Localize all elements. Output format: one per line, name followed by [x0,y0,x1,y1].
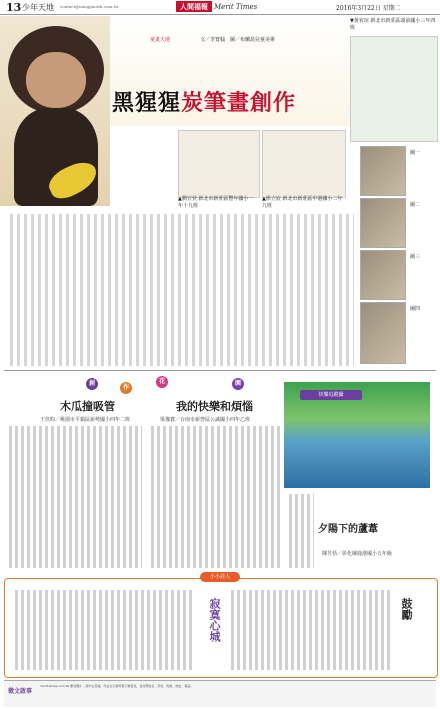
newspaper-logo: 人間福報 [176,1,212,12]
caption-1: ▲劉宣萱 新北市新莊區豐年國小一年十九班 [178,196,254,209]
class-photo-4 [360,302,406,364]
poem-1-title: 寂寞心城 [208,598,221,642]
caption-3: ▼黃宥瑄 新北市新莊區頭前國小三年四班 [350,18,436,31]
side-label-3: 圖三 [410,254,421,260]
artwork-thumb-3 [350,36,438,142]
article-2-body [150,426,280,568]
side-label-1: 圖一 [410,150,421,156]
photo-caption-text [288,494,314,568]
class-photo-2 [360,198,406,248]
photographer: 陳昱恬／彰化縣鹿港國小五年級 [322,551,393,557]
feature-body-text [8,214,354,366]
caption-2: ▲徐立宸 新北市新莊區中港國小二年九班 [262,196,343,209]
divider [4,370,436,371]
footer-label: 徵文啟事 [8,688,33,695]
class-photo-1 [360,146,406,196]
artwork-thumb-1 [178,130,260,198]
circle-4: 園 [232,378,244,390]
article-1-body [8,426,142,568]
article-2-author: 梁豫寰／台南市新營區公誠國小四年乙班 [160,417,251,423]
section-name: 少年天地 [22,3,54,12]
article-1-title: 木瓜撞吸管 [60,400,115,413]
photo-title: 夕陽下的蘆葦 [318,524,378,535]
feature-title-black: 黑猩猩 [112,91,182,116]
side-label-2: 圖二 [410,202,421,208]
footer-text [40,684,432,688]
poem-1-body [14,590,194,670]
poems-tag: 小小詩人 [200,572,240,582]
issue-date: 2016年3月22日 星期二 [336,5,401,12]
artwork-thumb-2 [262,130,346,198]
poem-2-body [230,590,390,670]
article-1-author: 王佳昀／桃園市平鎮區新勢國小四年二班 [40,417,131,423]
article-2-title: 我的快樂和煩惱 [176,400,253,413]
page-number: 13 [6,1,22,14]
circle-3: 花 [156,376,168,388]
chimp-painting [0,16,110,206]
footer-url[interactable]: merit-times.com.tw [40,684,70,688]
column-badge: 童畫天地 [150,37,171,43]
photo-column-tag: 快樂追蹤攝 [300,390,362,400]
side-label-4: 圖四 [410,306,421,312]
footer-notice: 歡迎國小－高中生投稿，作品文字請用電子檔寄送，並註明姓名、學校、班級、地址、電話。 [70,684,194,688]
chimp-face-shape [26,52,86,108]
feature-title [112,86,296,117]
circle-2: 作 [120,382,132,394]
newspaper-logo-en: Merit Times [214,3,258,11]
class-photo-3 [360,250,406,300]
feature-title-red: 炭筆畫創作 [181,91,297,116]
poem-2-title: 鼓勵 [400,598,413,620]
header-url[interactable]: contact@mingpaowk.com.tw [60,4,119,9]
feature-byline: 文／李寬翰 圖／布蘭島兒童美術 [200,37,276,43]
circle-1: 創 [86,378,98,390]
